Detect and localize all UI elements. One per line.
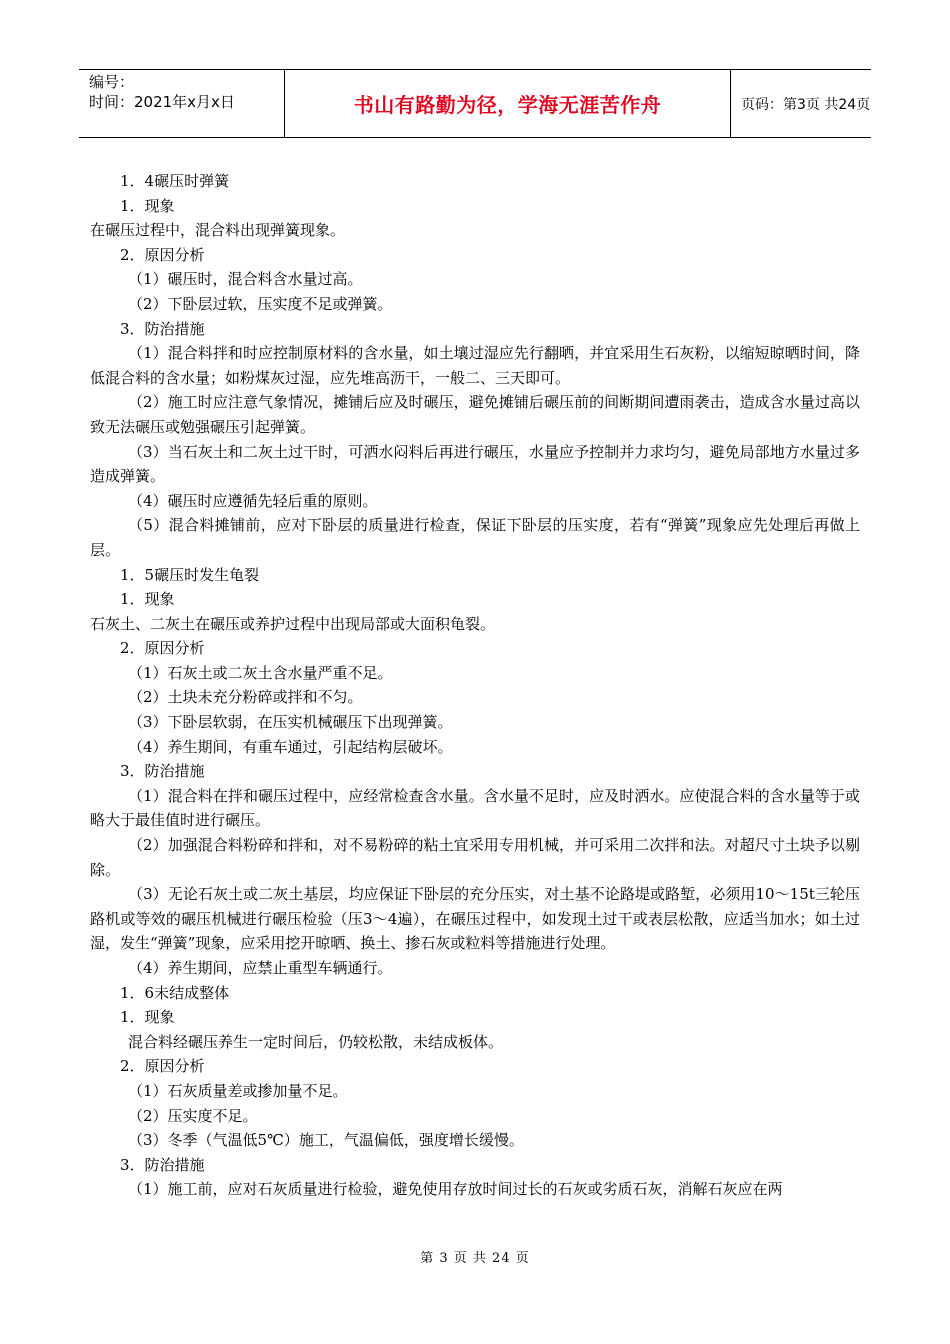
paragraph: （3）下卧层软弱，在压实机械碾压下出现弹簧。 <box>128 713 453 732</box>
header-motto: 书山有路勤为径，学海无涯苦作舟 <box>284 70 731 137</box>
paragraph: （1）碾压时，混合料含水量过高。 <box>128 270 363 289</box>
paragraph: 1．现象 <box>120 1008 175 1027</box>
paragraph: 石灰土、二灰土在碾压或养护过程中出现局部或大面积龟裂。 <box>90 614 496 633</box>
paragraph: 1．现象 <box>120 590 175 609</box>
document-number-label: 编号： <box>89 73 135 91</box>
paragraph: 1．5碾压时发生龟裂 <box>120 565 260 584</box>
paragraph: （2）压实度不足。 <box>128 1106 258 1125</box>
paragraph: 2．原因分析 <box>120 245 205 264</box>
paragraph: （1）石灰土或二灰土含水量严重不足。 <box>128 663 393 682</box>
paragraph: （2）施工时应注意气象情况，摊铺后应及时碾压，避免摊铺后碾压前的间断期间遭雨袭击，造成含水量过高以致无法碾压或勉强碾压引起弹簧。 <box>90 393 860 436</box>
paragraph: （1）石灰质量差或掺加量不足。 <box>128 1081 348 1100</box>
paragraph: （2）下卧层过软，压实度不足或弹簧。 <box>128 294 393 313</box>
paragraph: （4）养生期间，应禁止重型车辆通行。 <box>128 959 393 977</box>
paragraph: （1）施工前，应对石灰质量进行检验，避免使用存放时间过长的石灰或劣质石灰，消解石灰应在两 <box>128 1180 783 1199</box>
paragraph: （4）碾压时应遵循先轻后重的原则。 <box>128 491 378 510</box>
paragraph: （4）养生期间，有重车通过，引起结构层破坏。 <box>128 737 453 756</box>
paragraph: 混合料经碾压养生一定时间后，仍较松散，未结成板体。 <box>128 1032 504 1051</box>
paragraph: 3．防治措施 <box>120 762 205 781</box>
paragraph: 2．原因分析 <box>120 639 205 658</box>
paragraph: 在碾压过程中，混合料出现弹簧现象。 <box>90 221 346 240</box>
paragraph: （5）混合料摊铺前，应对下卧层的质量进行检查，保证下卧层的压实度，若有“弹簧”现象应先处理后再做上层。 <box>90 516 860 559</box>
paragraph: （3）冬季（气温低5℃）施工，气温偏低，强度增长缓慢。 <box>128 1131 524 1150</box>
document-date-label: 时间：2021年x月x日 <box>89 93 235 111</box>
paragraph: 1．现象 <box>120 196 175 215</box>
header-page-label: 页码：第3页 共24页 <box>741 96 871 113</box>
paragraph: （2）土块未充分粉碎或拌和不匀。 <box>128 688 363 707</box>
paragraph: （1）混合料拌和时应控制原材料的含水量，如土壤过湿应先行翻晒，并宜采用生石灰粉，以缩短晾晒时间，降低混合料的含水量；如粉煤灰过湿，应先堆高沥干，一般二、三天即可。 <box>90 344 860 387</box>
paragraph: （3）当石灰土和二灰土过干时，可洒水闷料后再进行碾压，水量应予控制并力求均匀，避免局部地方水量过多造成弹簧。 <box>90 442 860 486</box>
paragraph: （3）无论石灰土或二灰土基层，均应保证下卧层的充分压实，对土基不论路堤或路堑，必须用10～15t三轮压路机或等效的碾压机械进行碾压检验（压3～4遍），在碾压过程中，如发现土过干或表层松散，应适当加水；如土过湿，发生“弹簧”现象，应采用挖开晾晒、换土、掺石灰或粒料等措施进行处理。 <box>90 885 860 953</box>
page-header <box>79 69 871 138</box>
header-meta <box>79 70 284 137</box>
paragraph: 3．防治措施 <box>120 319 205 338</box>
paragraph: （2）加强混合料粉碎和拌和，对不易粉碎的粘土宜采用专用机械，并可采用二次拌和法。对超尺寸土块予以剔除。 <box>90 836 860 879</box>
paragraph: （1）混合料在拌和碾压过程中，应经常检查含水量。含水量不足时，应及时洒水。应使混合料的含水量等于或略大于最佳值时进行碾压。 <box>90 786 860 830</box>
paragraph: 2．原因分析 <box>120 1057 205 1076</box>
paragraph: 3．防治措施 <box>120 1155 205 1174</box>
paragraph: 1．6未结成整体 <box>120 983 230 1002</box>
paragraph: 1．4碾压时弹簧 <box>120 172 230 190</box>
page-footer: 第 3 页 共 24 页 <box>420 1251 530 1266</box>
document-body <box>90 169 860 1202</box>
